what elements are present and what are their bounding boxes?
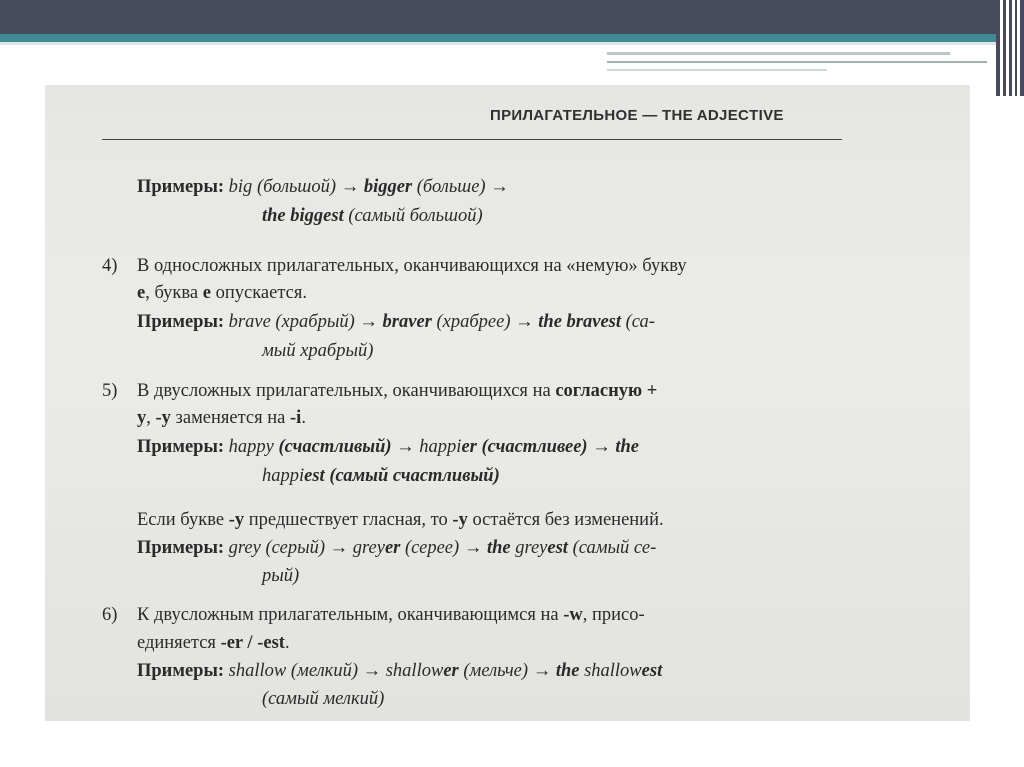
example-line: happiest (самый счастливый) bbox=[262, 466, 500, 486]
example-line: Примеры: brave (храбрый) → braver (храбрее) → the bravest (са- bbox=[137, 312, 655, 332]
arrow-icon: → bbox=[359, 312, 378, 332]
rule-number: 4) bbox=[102, 256, 118, 276]
rule-number: 6) bbox=[102, 605, 118, 625]
slide-accent-line bbox=[0, 34, 1000, 42]
arrow-icon: → bbox=[490, 177, 509, 197]
rule-text: В односложных прилагательных, оканчивающихся на «немую» букву bbox=[137, 256, 687, 276]
example-line: Примеры: shallow (мелкий) → shallower (мельче) → the shallowest bbox=[137, 661, 663, 681]
arrow-icon: → bbox=[362, 661, 382, 681]
examples-label: Примеры: bbox=[137, 312, 225, 332]
header-rule bbox=[102, 139, 842, 140]
rule-text: е, буква е опускается. bbox=[137, 283, 307, 303]
rule-text: единяется -er / -est. bbox=[137, 633, 290, 653]
page-header: ПРИЛАГАТЕЛЬНОЕ — THE ADJECTIVE bbox=[490, 107, 784, 124]
arrow-icon: → bbox=[329, 538, 349, 558]
slide-top-band bbox=[0, 0, 1000, 34]
examples-label: Примеры: bbox=[137, 437, 225, 457]
arrow-icon: → bbox=[515, 312, 534, 332]
example-line: Примеры: big (большой) → bigger (больше) → bbox=[137, 177, 509, 197]
example-line: Примеры: grey (серый) → greyer (серее) → the greyest (самый се- bbox=[137, 538, 657, 558]
rule-text: В двусложных прилагательных, оканчивающихся на согласную + bbox=[137, 381, 658, 401]
example-line: the biggest (самый большой) bbox=[262, 206, 483, 226]
rule-number: 5) bbox=[102, 381, 118, 401]
rule-text: К двусложным прилагательным, оканчивающимся на -w, присо- bbox=[137, 605, 645, 625]
arrow-icon: → bbox=[340, 177, 360, 197]
rule-text: y, -y заменяется на -i. bbox=[137, 408, 306, 428]
examples-label: Примеры: bbox=[137, 661, 225, 681]
textbook-page-photo bbox=[45, 85, 970, 721]
example-line: Примеры: happy (счастливый) → happier (счастливее) → the bbox=[137, 437, 639, 457]
slide-corner-bars bbox=[996, 0, 1024, 96]
arrow-icon: → bbox=[592, 437, 611, 457]
note-text: Если букве -y предшествует гласная, то -y остаётся без изменений. bbox=[137, 510, 664, 530]
arrow-icon: → bbox=[396, 437, 415, 457]
example-line: (самый мелкий) bbox=[262, 689, 385, 709]
slide-deco-line bbox=[607, 69, 827, 71]
arrow-icon: → bbox=[532, 661, 552, 681]
examples-label: Примеры: bbox=[137, 538, 225, 558]
slide-deco-line bbox=[607, 61, 987, 63]
slide-deco-line bbox=[607, 52, 950, 55]
slide-accent-line-light bbox=[0, 42, 1000, 45]
example-line: мый храбрый) bbox=[262, 341, 374, 361]
examples-label: Примеры: bbox=[137, 177, 225, 197]
example-line: рый) bbox=[262, 566, 300, 586]
arrow-icon: → bbox=[463, 538, 483, 558]
